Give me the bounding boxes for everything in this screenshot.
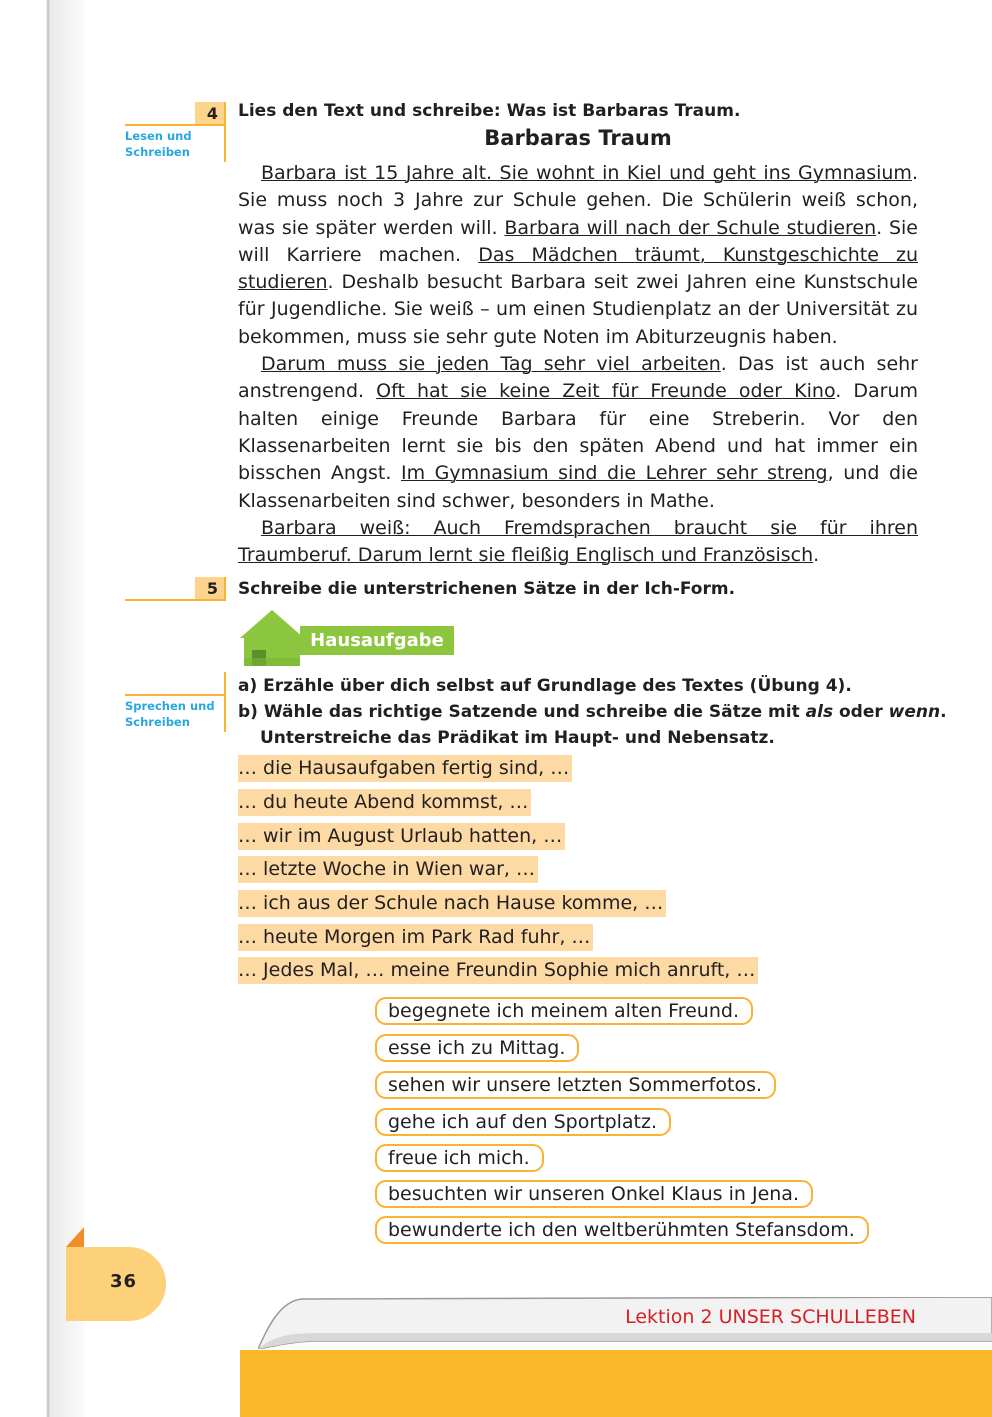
lesson-title: Lektion 2 UNSER SCHULLEBEN: [625, 1306, 916, 1328]
exercise-4-skill-label: Lesen und Schreiben: [125, 129, 192, 159]
homework-rule: [125, 694, 225, 696]
exercise-5-instruction: Schreibe die unterstrichenen Sätze in der Ich-Form.: [238, 579, 736, 599]
ending-item: begegnete ich meinem alten Freund.: [375, 997, 753, 1025]
ending-item: gehe ich auf den Sportplatz.: [375, 1108, 671, 1136]
phrase-item: … du heute Abend kommst, …: [238, 789, 531, 816]
task-b: b) Wähle das richtige Satzende und schreibe die Sätze mit als oder wenn.: [238, 702, 947, 722]
text-segment: . Sie will Karriere machen.: [238, 216, 918, 266]
phrase-item: … die Hausaufgaben fertig sind, …: [238, 755, 572, 782]
task-a: a) Erzähle über dich selbst auf Grundlage des Textes (Übung 4).: [238, 676, 852, 696]
underlined-sentence: Barbara ist 15 Jahre alt. Sie wohnt in Kiel und geht ins Gymnasium: [261, 162, 912, 184]
exercise-5-number: 5: [195, 577, 224, 601]
text-segment: , und die Klassenarbeiten sind schwer, besonders in Mathe.: [238, 462, 918, 512]
text-segment: .: [813, 544, 820, 567]
homework-divider: [224, 672, 226, 732]
text-segment: . Das ist auch sehr anstrengend.: [238, 353, 918, 403]
exercise-4-rule: [125, 124, 225, 126]
page-spine-shadow: [0, 0, 84, 1417]
phrase-item: … Jedes Mal, … meine Freundin Sophie mich anruft, …: [238, 957, 758, 984]
phrase-item: … wir im August Urlaub hatten, …: [238, 823, 565, 850]
underlined-sentence: Im Gymnasium sind die Lehrer sehr streng: [401, 462, 828, 485]
underlined-sentence: Darum muss sie jeden Tag sehr viel arbeiten: [261, 353, 721, 376]
ending-item: sehen wir unsere letzten Sommerfotos.: [375, 1071, 776, 1099]
reading-text: [238, 160, 918, 569]
text-segment: . Deshalb besucht Barbara seit zwei Jahren eine Kunstschule für Jugendliche. Sie weiß – um einen Studienplatz an der Universität zu bekommen, muss sie sehr gute Noten im Abiturzeugnis haben.: [238, 271, 918, 348]
homework-tasks: [238, 673, 947, 751]
text-segment: . Sie muss noch 3 Jahre zur Schule gehen. Die Schülerin weiß schon, was sie später werden will.: [238, 162, 918, 239]
underlined-sentence: Oft hat sie keine Zeit für Freunde oder Kino: [376, 380, 836, 403]
phrase-item: … heute Morgen im Park Rad fuhr, …: [238, 924, 593, 951]
text-title: Barbaras Traum: [484, 126, 672, 150]
text-paragraph: [238, 160, 918, 351]
homework-label: Hausaufgabe: [300, 626, 454, 655]
page-number: 36: [110, 1271, 138, 1292]
homework-skill-label: Sprechen und Schreiben: [125, 699, 215, 729]
ending-item: esse ich zu Mittag.: [375, 1034, 579, 1062]
footer-band: [240, 1350, 992, 1417]
exercise-5-rule: [125, 599, 225, 601]
ending-item: freue ich mich.: [375, 1144, 544, 1172]
ending-item: bewunderte ich den weltberühmten Stefansdom.: [375, 1216, 869, 1244]
phrase-item: … ich aus der Schule nach Hause komme, …: [238, 890, 666, 917]
underlined-sentence: Das Mädchen träumt, Kunstgeschichte zu studieren: [238, 243, 918, 294]
exercise-4-divider: [224, 102, 226, 162]
text-paragraph: [238, 515, 918, 570]
exercise-4-number: 4: [195, 102, 224, 126]
ending-item: besuchten wir unseren Onkel Klaus in Jena.: [375, 1180, 813, 1208]
page-tab-fold: [66, 1227, 84, 1247]
underlined-sentence: Barbara weiß: Auch Fremdsprachen braucht sie für ihren Traumberuf. Darum lernt sie fleißig Englisch und Französisch: [238, 516, 918, 567]
exercise-5-divider: [224, 577, 226, 601]
task-b-line-2: Unterstreiche das Prädikat im Haupt- und Nebensatz.: [260, 728, 775, 748]
text-segment: . Darum halten einige Freunde Barbara für eine Streberin. Vor den Klassenarbeiten lernt sie bis den späten Abend und hat immer ein bisschen Angst.: [238, 380, 919, 485]
phrase-item: … letzte Woche in Wien war, …: [238, 856, 538, 883]
underlined-sentence: Barbara will nach der Schule studieren: [504, 216, 877, 239]
exercise-4-instruction: Lies den Text und schreibe: Was ist Barbaras Traum.: [238, 101, 741, 121]
text-paragraph: [238, 351, 918, 515]
